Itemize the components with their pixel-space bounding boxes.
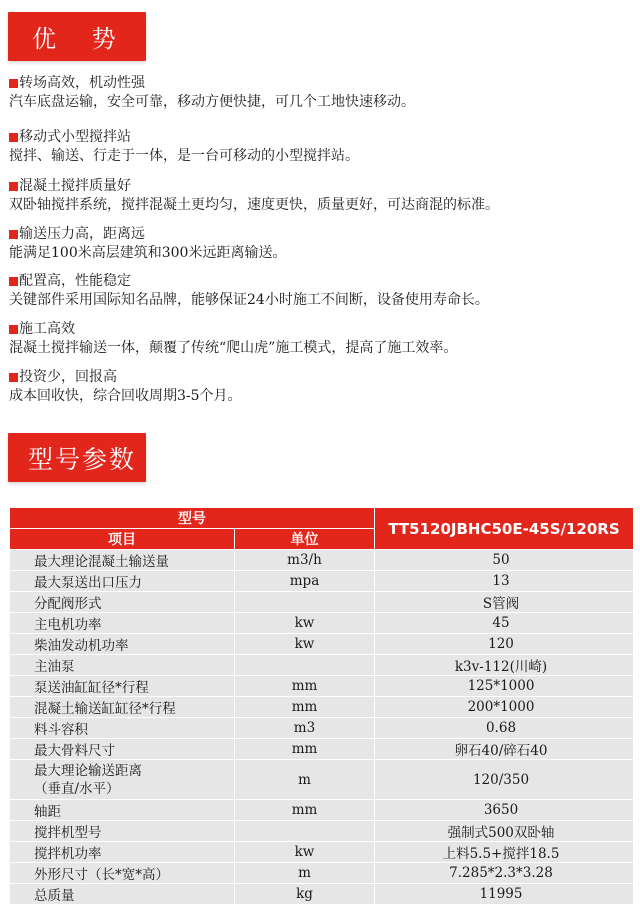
advantage-item bbox=[9, 128, 634, 166]
param-unit: m bbox=[235, 760, 375, 800]
param-value: 3650 bbox=[375, 800, 634, 821]
advantage-title-text: 输送压力高，距离远 bbox=[19, 226, 145, 242]
advantage-desc: 搅拌、输送、行走于一体，是一台可移动的小型搅拌站。 bbox=[9, 148, 359, 164]
param-name bbox=[10, 821, 235, 842]
square-bullet-icon bbox=[9, 277, 18, 286]
advantage-item bbox=[9, 74, 634, 112]
table-row bbox=[10, 655, 634, 676]
param-name-text-2: （垂直/水平） bbox=[34, 780, 120, 797]
param-unit bbox=[235, 592, 375, 613]
table-row bbox=[10, 634, 634, 655]
table-row bbox=[10, 676, 634, 697]
param-name-text: 轴距 bbox=[34, 804, 61, 820]
advantage-desc: 汽车底盘运输，安全可靠，移动方便快捷，可几个工地快速移动。 bbox=[9, 94, 415, 110]
param-name bbox=[10, 550, 235, 571]
table-row bbox=[10, 550, 634, 571]
advantage-title bbox=[9, 272, 634, 291]
param-value: 卵石40/碎石40 bbox=[375, 739, 634, 760]
table-row bbox=[10, 800, 634, 821]
param-unit: kw bbox=[235, 634, 375, 655]
param-unit: m3 bbox=[235, 718, 375, 739]
param-value: 45 bbox=[375, 613, 634, 634]
param-name-text: 总质量 bbox=[34, 888, 75, 904]
table-row bbox=[10, 760, 634, 800]
advantage-title bbox=[9, 368, 634, 387]
param-name-text: 最大理论输送距离 bbox=[34, 762, 142, 779]
advantage-item bbox=[9, 177, 634, 215]
param-name bbox=[10, 863, 235, 884]
table-row bbox=[10, 842, 634, 863]
param-name bbox=[10, 718, 235, 739]
model-header: 型号 bbox=[10, 508, 375, 529]
param-name bbox=[10, 613, 235, 634]
param-name bbox=[10, 842, 235, 863]
param-unit: mm bbox=[235, 800, 375, 821]
param-value: 125*1000 bbox=[375, 676, 634, 697]
advantage-desc: 成本回收快，综合回收周期3-5个月。 bbox=[9, 388, 242, 404]
unit-header: 单位 bbox=[235, 529, 375, 550]
advantage-title-text: 混凝土搅拌质量好 bbox=[19, 178, 131, 194]
param-name-text: 柴油发动机功率 bbox=[34, 638, 129, 654]
param-name bbox=[10, 634, 235, 655]
square-bullet-icon bbox=[9, 325, 18, 334]
param-name-text: 最大理论混凝土输送量 bbox=[34, 554, 169, 570]
advantage-title bbox=[9, 177, 634, 196]
param-value: k3v-112(川崎) bbox=[375, 655, 634, 676]
param-unit: m3/h bbox=[235, 550, 375, 571]
table-row bbox=[10, 697, 634, 718]
param-name-text: 主油泵 bbox=[34, 659, 75, 675]
param-name bbox=[10, 592, 235, 613]
param-unit: kg bbox=[235, 884, 375, 905]
param-name bbox=[10, 800, 235, 821]
table-row bbox=[10, 739, 634, 760]
advantage-title-text: 配置高，性能稳定 bbox=[19, 273, 131, 289]
square-bullet-icon bbox=[9, 373, 18, 382]
table-row bbox=[10, 884, 634, 905]
advantage-item bbox=[9, 225, 634, 263]
param-value: S管阀 bbox=[375, 592, 634, 613]
param-value: 200*1000 bbox=[375, 697, 634, 718]
advantage-title-text: 投资少，回报高 bbox=[19, 369, 117, 385]
advantage-item bbox=[9, 272, 634, 310]
param-value: 120/350 bbox=[375, 760, 634, 800]
param-name bbox=[10, 676, 235, 697]
param-value: 上料5.5+搅拌18.5 bbox=[375, 842, 634, 863]
param-name-text: 料斗容积 bbox=[34, 722, 88, 738]
param-name-text: 最大泵送出口压力 bbox=[34, 575, 142, 591]
param-unit bbox=[235, 655, 375, 676]
param-name-text: 主电机功率 bbox=[34, 617, 102, 633]
param-unit: mm bbox=[235, 697, 375, 718]
advantage-title bbox=[9, 225, 634, 244]
table-row bbox=[10, 613, 634, 634]
param-name bbox=[10, 571, 235, 592]
table-row bbox=[10, 718, 634, 739]
advantages-banner: 优 势 bbox=[8, 12, 146, 61]
square-bullet-icon bbox=[9, 182, 18, 191]
item-header: 项目 bbox=[10, 529, 235, 550]
param-value: 0.68 bbox=[375, 718, 634, 739]
advantage-desc: 关键部件采用国际知名品牌，能够保证24小时施工不间断，设备使用寿命长。 bbox=[9, 292, 489, 308]
advantage-item bbox=[9, 320, 634, 358]
param-name-text: 泵送油缸缸径*行程 bbox=[34, 680, 149, 696]
advantage-title-text: 转场高效，机动性强 bbox=[19, 75, 145, 91]
advantage-title-text: 施工高效 bbox=[19, 321, 75, 337]
param-name-text: 混凝土输送缸缸径*行程 bbox=[34, 701, 176, 717]
advantage-title bbox=[9, 128, 634, 147]
param-name bbox=[10, 884, 235, 905]
param-value: 50 bbox=[375, 550, 634, 571]
param-name-text: 分配阀形式 bbox=[34, 596, 102, 612]
params-banner: 型号参数 bbox=[8, 433, 146, 482]
table-row bbox=[10, 863, 634, 884]
param-unit: kw bbox=[235, 842, 375, 863]
param-unit: m bbox=[235, 863, 375, 884]
param-value: 7.285*2.3*3.28 bbox=[375, 863, 634, 884]
param-value: 11995 bbox=[375, 884, 634, 905]
advantage-desc: 混凝土搅拌输送一体，颠覆了传统“爬山虎”施工模式，提高了施工效率。 bbox=[9, 340, 458, 356]
param-name bbox=[10, 739, 235, 760]
advantage-title bbox=[9, 320, 634, 339]
advantage-desc: 能满足100米高层建筑和300米远距离输送。 bbox=[9, 245, 287, 261]
param-value: 强制式500双卧轴 bbox=[375, 821, 634, 842]
param-value: 120 bbox=[375, 634, 634, 655]
advantage-title bbox=[9, 74, 634, 93]
param-unit bbox=[235, 821, 375, 842]
square-bullet-icon bbox=[9, 133, 18, 142]
param-unit: kw bbox=[235, 613, 375, 634]
param-name-text: 搅拌机型号 bbox=[34, 825, 102, 841]
advantage-title-text: 移动式小型搅拌站 bbox=[19, 129, 131, 145]
model-name: TT5120JBHC50E-45S/120RS bbox=[375, 508, 634, 550]
table-row bbox=[10, 571, 634, 592]
advantage-item bbox=[9, 368, 634, 406]
param-name bbox=[10, 760, 235, 800]
param-name bbox=[10, 655, 235, 676]
param-unit: mm bbox=[235, 676, 375, 697]
param-name-text: 搅拌机功率 bbox=[34, 846, 102, 862]
param-value: 13 bbox=[375, 571, 634, 592]
table-row bbox=[10, 821, 634, 842]
param-unit: mpa bbox=[235, 571, 375, 592]
params-table bbox=[9, 507, 634, 905]
param-unit: mm bbox=[235, 739, 375, 760]
param-name-text: 最大骨料尺寸 bbox=[34, 743, 115, 759]
square-bullet-icon bbox=[9, 230, 18, 239]
square-bullet-icon bbox=[9, 79, 18, 88]
param-name-text: 外形尺寸（长*宽*高） bbox=[34, 867, 169, 883]
advantage-desc: 双卧轴搅拌系统，搅拌混凝土更均匀，速度更快，质量更好，可达商混的标准。 bbox=[9, 197, 499, 213]
table-row bbox=[10, 592, 634, 613]
param-name bbox=[10, 697, 235, 718]
